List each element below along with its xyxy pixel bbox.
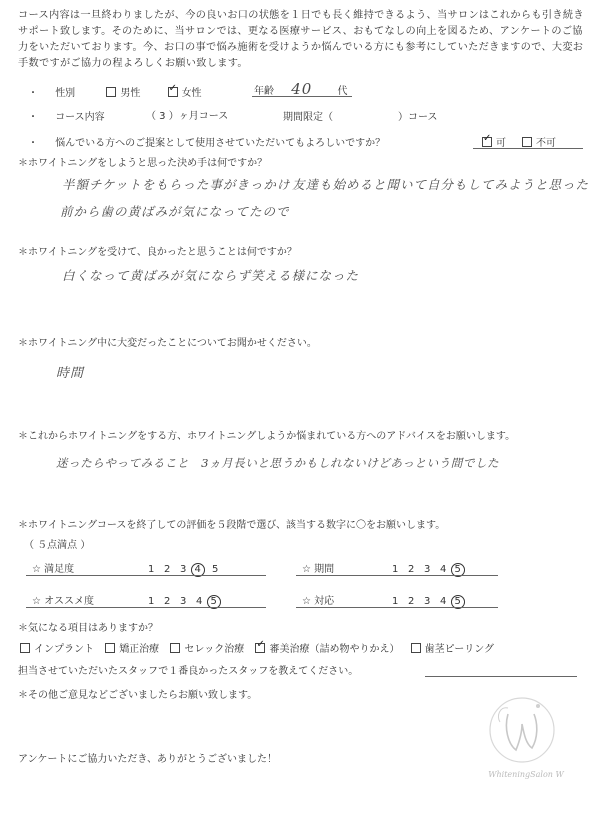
- course-value: （ 3 ）ヶ月コース: [146, 111, 229, 122]
- q1-answer-line1a: 半額チケットをもらった事がきっかけ: [62, 177, 291, 192]
- q4-question: ＊これからホワイトニングをする方、ホワイトニングしようか悩まれている方へのアドバイスをお願いします。: [18, 431, 516, 442]
- interest-aesthetic[interactable]: ✓ 審美治療（詰め物やりかえ）: [255, 644, 399, 655]
- female-checkbox[interactable]: [168, 87, 178, 97]
- rating-label: ☆ 満足度: [32, 564, 75, 575]
- q3-question: ＊ホワイトニング中に大変だったことについてお聞かせください。: [18, 338, 317, 349]
- age-value: 40: [291, 80, 313, 98]
- consent-yes-checkbox[interactable]: [482, 137, 492, 147]
- interest-implant[interactable]: インプラント: [20, 644, 94, 655]
- male-option[interactable]: 男性: [106, 88, 140, 99]
- gender-row: [28, 84, 202, 99]
- bullet: ・: [28, 88, 38, 99]
- q2-question: ＊ホワイトニングを受けて、良かったと思うことは何ですか？: [18, 247, 297, 258]
- rating-question: ＊ホワイトニングコースを終了しての評価を５段階で選び、該当する数字に〇をお願いします。: [18, 520, 446, 531]
- rating-note: （ ５点満点 ）: [24, 540, 91, 551]
- interest-orthodontics[interactable]: 矯正治療: [105, 644, 159, 655]
- interest-cerec[interactable]: セレック治療: [170, 644, 244, 655]
- rating-recommend[interactable]: ☆ オススメ度 1 2 3 4 5: [32, 592, 223, 609]
- consent-no-option[interactable]: 不可: [522, 134, 556, 149]
- rating-satisfaction[interactable]: ☆ 満足度 1 2 3 4 5: [32, 560, 223, 577]
- age-label: 年齢: [254, 86, 274, 97]
- rating-underline: [26, 607, 266, 608]
- rating-period[interactable]: ☆ 期間 1 2 3 4 5: [302, 560, 467, 577]
- course-label: コース内容: [55, 112, 105, 123]
- male-checkbox[interactable]: [106, 87, 116, 97]
- staff-question: 担当させていただいたスタッフで１番良かったスタッフを教えてください。: [18, 666, 359, 677]
- q1-question: ＊ホワイトニングをしようと思った決め手は何ですか？: [18, 158, 268, 169]
- age-underline: [252, 96, 352, 97]
- consent-underline: [473, 148, 583, 149]
- q3-answer: 時間: [56, 366, 85, 381]
- rating-label: ☆ オススメ度: [32, 596, 95, 607]
- rating-service[interactable]: ☆ 対応 1 2 3 4 5: [302, 592, 467, 609]
- female-option[interactable]: ✓ 女性: [168, 88, 202, 99]
- course-row: [28, 108, 105, 123]
- consent-no-checkbox[interactable]: [522, 137, 532, 147]
- q4-answer: 迷ったらやってみること 3ヵ月長いと思うかもしれないけどあっという間でした: [56, 456, 500, 470]
- salon-logo: [478, 692, 566, 774]
- limited-label: 期間限定（: [283, 112, 333, 123]
- intro-text: コース内容は一旦終わりましたが、今の良いお口の状態を１日でも長く維持できるよう、当サロンはこれからも引き続きサポート致します。そのために、当サロンでは、更なる医療サービス、おもてなしの向上を図るため、アンケートのご協力をいただいております。今、お口の事で悩み施術を受けようか悩んでいる方にも参考にしていただきますので、大変お手数ですがご協力の程よろしくお願い致します。: [18, 10, 584, 69]
- consent-yes-option[interactable]: ✓ 可: [482, 134, 506, 149]
- q2-answer: 白くなって黄ばみが気にならず笑える様になった: [62, 268, 360, 283]
- interest-question: ＊気になる項目はありますか？: [18, 623, 158, 634]
- q1-answer-line1b: 友達も始めると聞いて自分もしてみようと思った: [292, 177, 590, 192]
- interest-gum-peeling[interactable]: 歯茎ピーリング: [411, 644, 494, 655]
- rating-label: ☆ 対応: [302, 596, 335, 607]
- thanks-text: アンケートにご協力いただき、ありがとうございました！: [18, 754, 277, 765]
- other-question: ＊その他ご意見などございましたらお願い致します。: [18, 690, 258, 701]
- rating-underline: [296, 575, 498, 576]
- consent-row: [28, 134, 385, 149]
- consent-question: 悩んでいる方へのご提案として使用させていただいてもよろしいですか？: [55, 138, 386, 149]
- q1-answer-line2: 前から歯の黄ばみが気になってたので: [60, 204, 290, 219]
- limited-end: ）コース: [398, 112, 438, 123]
- rating-underline: [26, 575, 266, 576]
- age-unit: 代: [337, 86, 348, 97]
- gender-label: 性別: [55, 88, 76, 99]
- interest-options: [20, 640, 494, 655]
- rating-underline: [296, 607, 498, 608]
- rating-label: ☆ 期間: [302, 564, 335, 575]
- staff-answer-line[interactable]: [425, 676, 577, 677]
- logo-text: WhiteningSalon W: [488, 770, 564, 779]
- bullet: ・: [28, 112, 38, 123]
- bullet: ・: [28, 138, 38, 149]
